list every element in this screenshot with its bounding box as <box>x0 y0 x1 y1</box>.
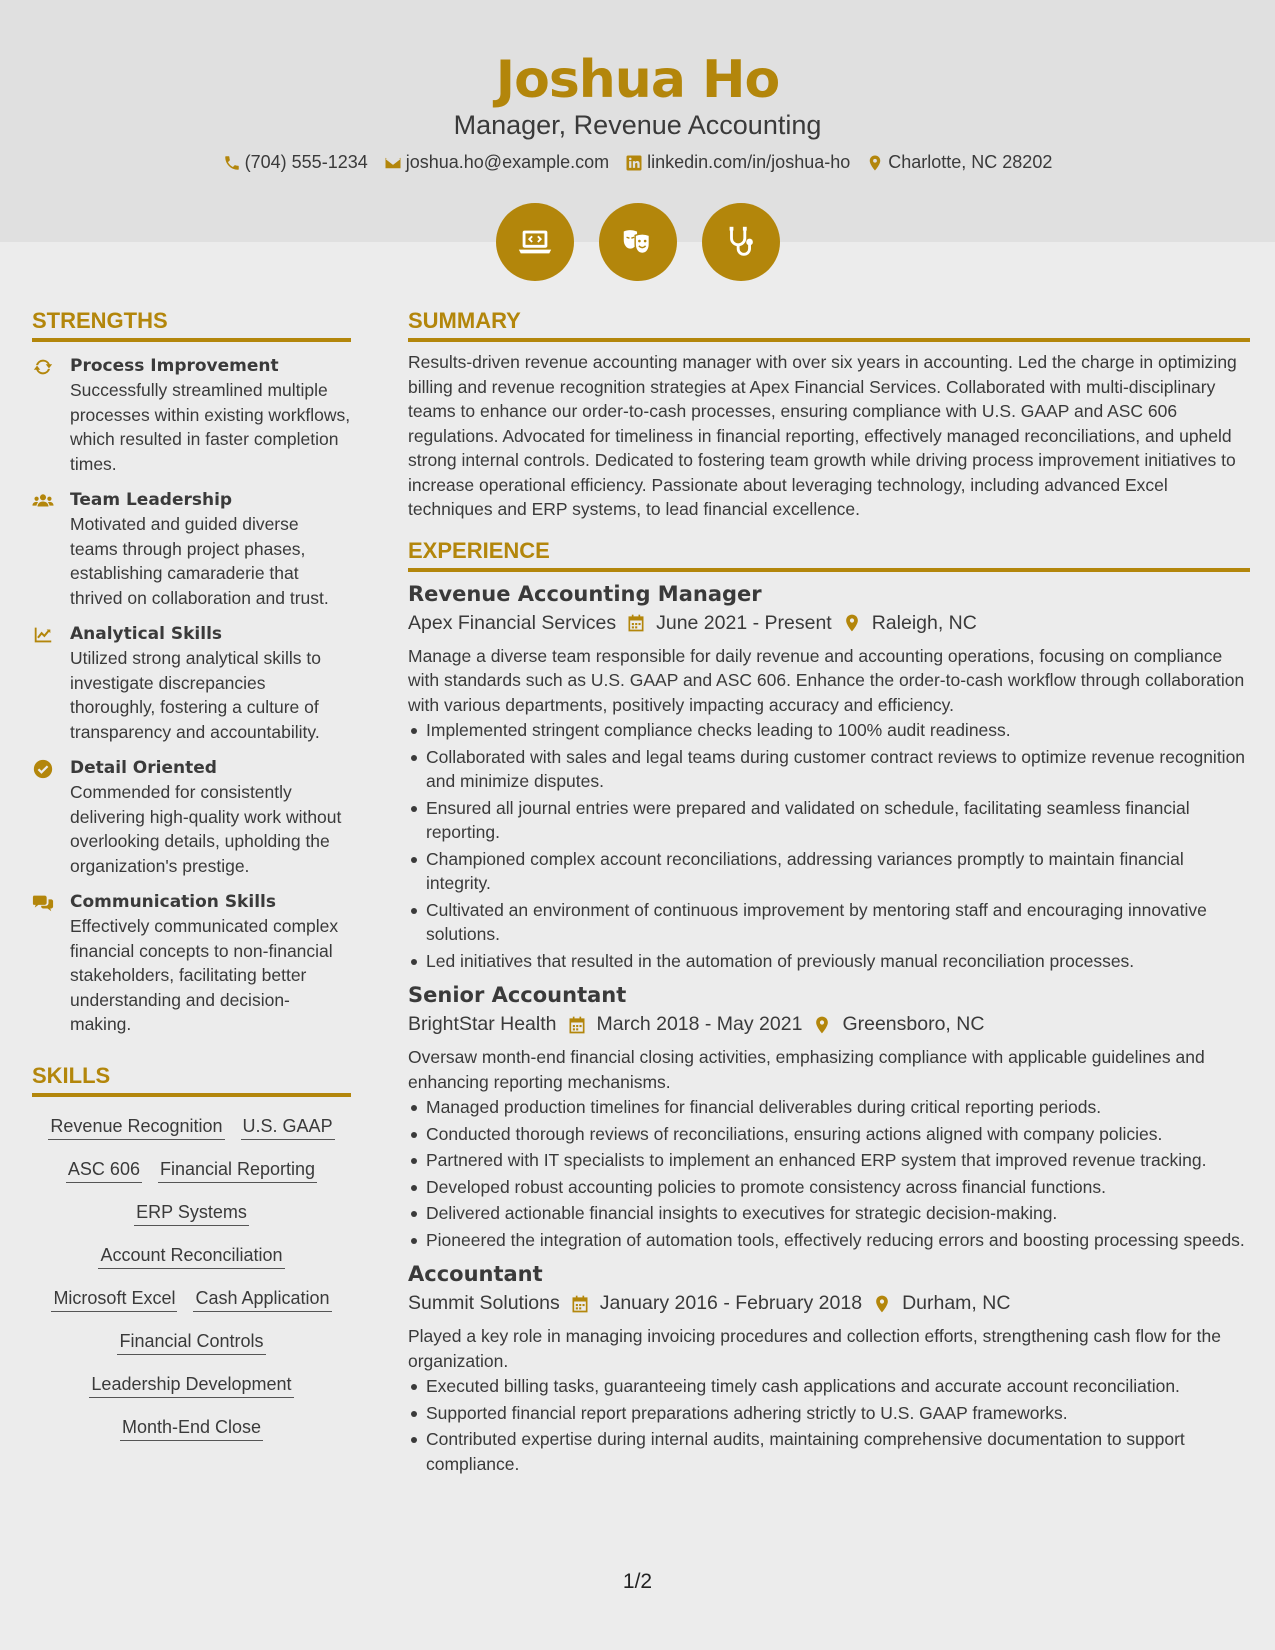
interest-circle-laptop <box>496 203 574 281</box>
location-pin-icon <box>866 154 884 172</box>
job-bullet: Managed production timelines for financial deliverables during critical reporting periods. <box>408 1095 1250 1120</box>
skills-heading: SKILLS <box>32 1063 351 1097</box>
strength-desc: Successfully streamlined multiple processes within existing workflows, which resulted in faster completion times. <box>70 380 351 474</box>
skill-tag: ASC 606 <box>66 1156 142 1183</box>
job-company: BrightStar Health <box>408 1013 557 1035</box>
contact-location-text: Charlotte, NC 28202 <box>888 152 1053 172</box>
location-pin-icon <box>842 613 862 633</box>
job-bullets <box>408 1374 1250 1476</box>
sync-icon <box>32 356 54 378</box>
strength-desc: Commended for consistently delivering high-quality work without overlooking details, upholding the organization's prestige. <box>70 782 342 876</box>
skill-tag: Financial Reporting <box>158 1156 317 1183</box>
skill-tag: Microsoft Excel <box>51 1285 177 1312</box>
job-entry <box>408 1262 1250 1476</box>
skill-tag: Account Reconciliation <box>98 1242 284 1269</box>
job-bullet: Contributed expertise during internal audits, maintaining comprehensive documentation to support compliance. <box>408 1427 1250 1476</box>
linkedin-icon <box>625 154 643 172</box>
candidate-name: Joshua Ho <box>495 50 780 110</box>
job-entry <box>408 582 1250 974</box>
interest-circle-masks <box>599 203 677 281</box>
skill-tag: Revenue Recognition <box>48 1113 224 1140</box>
summary-text: Results-driven revenue accounting manager with over six years in accounting. Led the charge in optimizing billing and revenue recognition strategies at Apex Financial Services. Collaborated with multi-disciplinary teams to enhance our order-to-cash processes, ensuring compliance with U.S. GAAP and ASC 606 regulations. Advocated for timeliness in financial reporting, effectively managed reconciliations, and upheld strong internal controls. Dedicated to fostering team growth while driving process improvement initiatives to increase operational efficiency. Passionate about leveraging technology, including advanced Excel techniques and ERP systems, to lead financial excellence. <box>408 352 1237 519</box>
contact-location <box>866 152 1052 173</box>
contact-bar <box>0 152 1275 173</box>
job-location: Greensboro, NC <box>842 1013 985 1035</box>
job-company: Summit Solutions <box>408 1292 560 1314</box>
job-bullet: Led initiatives that resulted in the automation of previously manual reconciliation processes. <box>408 949 1250 974</box>
job-bullets <box>408 718 1250 973</box>
interest-circle-stethoscope <box>702 203 780 281</box>
contact-linkedin[interactable] <box>625 152 850 173</box>
contact-phone[interactable] <box>223 152 368 173</box>
skill-tag: ERP Systems <box>134 1199 249 1226</box>
strengths-heading: STRENGTHS <box>32 308 351 342</box>
calendar-icon <box>570 1294 590 1314</box>
job-bullet: Pioneered the integration of automation tools, effectively reducing errors and boosting processing speeds. <box>408 1228 1250 1253</box>
right-column <box>408 308 1250 1478</box>
left-column <box>32 308 351 1441</box>
job-bullet: Developed robust accounting policies to promote consistency across financial functions. <box>408 1175 1250 1200</box>
strength-item <box>32 488 351 610</box>
strength-item <box>32 890 351 1037</box>
chart-line-icon <box>32 624 54 646</box>
page-number: 1/2 <box>622 1570 653 1593</box>
strength-title: Detail Oriented <box>70 758 217 778</box>
job-bullet: Implemented stringent compliance checks leading to 100% audit readiness. <box>408 718 1250 743</box>
job-bullet: Cultivated an environment of continuous improvement by mentoring staff and encouraging innovative solutions. <box>408 898 1250 947</box>
check-circle-icon <box>32 758 54 780</box>
job-bullet: Championed complex account reconciliations, addressing variances promptly to maintain financial integrity. <box>408 847 1250 896</box>
contact-linkedin-text: linkedin.com/in/joshua-ho <box>647 152 851 172</box>
job-bullet: Supported financial report preparations adhering strictly to U.S. GAAP frameworks. <box>408 1401 1250 1426</box>
job-location: Durham, NC <box>902 1292 1011 1314</box>
job-role: Accountant <box>408 1262 543 1286</box>
contact-phone-text: (704) 555-1234 <box>244 152 368 172</box>
job-role: Senior Accountant <box>408 983 627 1007</box>
contact-email-text: joshua.ho@example.com <box>405 152 610 172</box>
job-bullet: Ensured all journal entries were prepared and validated on schedule, facilitating seamless financial reporting. <box>408 796 1250 845</box>
job-dates: January 2016 - February 2018 <box>599 1292 863 1314</box>
theater-masks-icon <box>619 223 657 261</box>
job-meta <box>408 1013 1250 1036</box>
job-role: Revenue Accounting Manager <box>408 581 762 606</box>
skill-tag: Month-End Close <box>120 1414 263 1441</box>
skill-tag: Leadership Development <box>89 1371 293 1398</box>
location-pin-icon <box>872 1294 892 1314</box>
calendar-icon <box>626 613 646 633</box>
phone-icon <box>223 154 241 172</box>
strength-desc: Effectively communicated complex financial concepts to non-financial stakeholders, facilitating better understanding and decision-making. <box>70 916 339 1034</box>
job-description: Manage a diverse team responsible for daily revenue and accounting operations, focusing on compliance with standards such as U.S. GAAP and ASC 606. Enhance the order-to-cash workflow through collaboration with various departments, positively impacting accuracy and efficiency. <box>408 645 1245 715</box>
envelope-icon <box>384 154 402 172</box>
job-entry <box>408 983 1250 1252</box>
strength-title: Process Improvement <box>70 356 279 376</box>
interest-icons <box>0 203 1275 281</box>
job-bullet: Collaborated with sales and legal teams during customer contract reviews to optimize revenue recognition and minimize disputes. <box>408 745 1250 794</box>
skills-list <box>32 1113 351 1441</box>
laptop-code-icon <box>516 223 554 261</box>
job-dates: March 2018 - May 2021 <box>596 1013 803 1035</box>
job-description: Played a key role in managing invoicing procedures and collection efforts, strengthening cash flow for the organization. <box>408 1326 1221 1371</box>
contact-email[interactable] <box>384 152 609 173</box>
strength-desc: Motivated and guided diverse teams through project phases, establishing camaraderie that thrived on collaboration and trust. <box>70 514 329 608</box>
job-bullet: Partnered with IT specialists to implement an enhanced ERP system that improved revenue tracking. <box>408 1148 1250 1173</box>
calendar-icon <box>567 1015 587 1035</box>
strength-title: Analytical Skills <box>70 624 223 644</box>
skill-tag: Financial Controls <box>117 1328 265 1355</box>
experience-heading: EXPERIENCE <box>408 538 1250 572</box>
location-pin-icon <box>812 1015 832 1035</box>
job-meta <box>408 1292 1250 1315</box>
strength-title: Communication Skills <box>70 892 276 912</box>
stethoscope-icon <box>722 223 760 261</box>
job-bullet: Delivered actionable financial insights to executives for strategic decision-making. <box>408 1201 1250 1226</box>
strength-item <box>32 354 351 476</box>
skill-tag: U.S. GAAP <box>241 1113 335 1140</box>
users-icon <box>32 490 54 512</box>
job-dates: June 2021 - Present <box>656 611 832 634</box>
skill-tag: Cash Application <box>193 1285 331 1312</box>
job-bullet: Conducted thorough reviews of reconciliations, ensuring actions aligned with company policies. <box>408 1122 1250 1147</box>
strength-desc: Utilized strong analytical skills to investigate discrepancies thoroughly, fostering a culture of transparency and accountability. <box>70 648 321 742</box>
job-company: Apex Financial Services <box>408 611 617 634</box>
job-bullets <box>408 1095 1250 1252</box>
summary-heading: SUMMARY <box>408 308 1250 342</box>
comments-icon <box>32 892 54 914</box>
strength-item <box>32 756 351 878</box>
strength-title: Team Leadership <box>70 490 233 510</box>
job-meta <box>408 612 1250 635</box>
strength-item <box>32 622 351 744</box>
job-description: Oversaw month-end financial closing activities, emphasizing compliance with applicable guidelines and enhancing reporting mechanisms. <box>408 1047 1205 1092</box>
job-bullet: Executed billing tasks, guaranteeing timely cash applications and accurate account reconciliation. <box>408 1374 1250 1399</box>
job-location: Raleigh, NC <box>871 611 977 634</box>
job-title-headline: Manager, Revenue Accounting <box>453 110 822 140</box>
